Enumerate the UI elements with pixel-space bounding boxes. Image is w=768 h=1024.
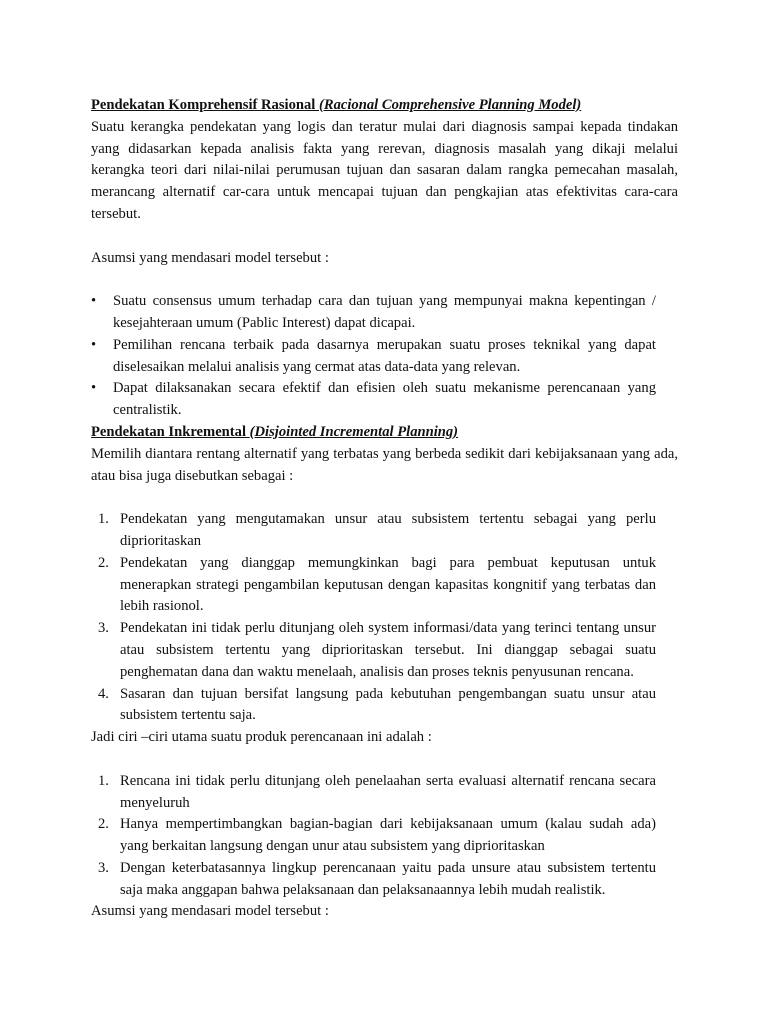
- paragraph-rasional: Suatu kerangka pendekatan yang logis dan teratur mulai dari diagnosis sampai kepada tindakan yang didasarkan kepada analisis fakta yang rerevan, diagnosis masalah yang dikaji melalui kerangka teori dari nilai-nilai perumusan tujuan dan sasaran dalam rangka pemecahan masalah, merancang alternatif car-cara untuk mencapai tujuan dan pengkajian atas efektivitas cara-cara tersebut.: [91, 118, 678, 222]
- bullet-item: • Dapat dilaksanakan secara efektif dan efisien oleh suatu mekanisme perencanaan yang centralistik.: [91, 380, 656, 419]
- heading-main: Pendekatan Komprehensif Rasional: [91, 97, 319, 113]
- bullet-item: • Pemilihan rencana terbaik pada dasarnya merupakan suatu proses teknikal yang dapat diselesaikan melalui analisis yang cermat atas data-data yang relevan.: [91, 336, 656, 375]
- list-item: 4. Sasaran dan tujuan bersifat langsung pada kebutuhan pengembangan suatu unsur atau subsistem tertentu saja.: [98, 685, 656, 724]
- bullet-icon: •: [91, 336, 97, 353]
- assumption-label: Asumsi yang mendasari model tersebut :: [91, 903, 329, 920]
- numbered-list-ciri: [91, 771, 678, 902]
- list-item: 1. Rencana ini tidak perlu ditunjang oleh penelaahan serta evaluasi alternatif rencana secara menyeluruh: [98, 772, 656, 811]
- heading-main: Pendekatan Inkremental: [91, 423, 250, 440]
- list-item: 3. Pendekatan ini tidak perlu ditunjang oleh system informasi/data yang terinci tentang unsur atau subsistem tertentu yang diprioritaskan tersebut. Ini dianggap sebagai suatu penghematan dana dan waktu menelaah, analisis dan proses teknis penyusunan rencana.: [98, 620, 656, 680]
- bullet-icon: •: [91, 380, 97, 397]
- document-page: [91, 95, 678, 923]
- list-item: 3. Dengan keterbatasannya lingkup perencanaan yaitu pada unsure atau subsistem tertentu saja maka anggapan bahwa pelaksanaan dan pelaksanaannya lebih mudah realistik.: [98, 859, 656, 898]
- list-item: 2. Pendekatan yang dianggap memungkinkan bagi para pembuat keputusan untuk menerapkan strategi pengambilan keputusan dengan kapasitas kongnitif yang terbatas dan lebih rasionol.: [98, 554, 656, 615]
- paragraph-inkremental: Memilih diantara rentang alternatif yang terbatas yang berbeda sedikit dari kebijaksanaan yang ada, atau bisa juga disebutkan sebagai :: [91, 445, 678, 484]
- section-heading-rasional: [91, 95, 678, 117]
- numbered-list-approach: [91, 509, 678, 727]
- heading-subtitle: (Racional Comprehensive Planning Model): [319, 97, 582, 113]
- list-item: 2. Hanya mempertimbangkan bagian-bagian dari kebijaksanaan umum (kalau sudah ada) yang berkaitan langsung dengan unur atau subsistem yang diprioritaskan: [98, 816, 656, 855]
- bullet-item: • Suatu consensus umum terhadap cara dan tujuan yang mempunyai makna kepentingan / kesejahteraan umum (Pablic Interest) dapat dicapai.: [91, 293, 656, 331]
- bullet-icon: •: [91, 293, 97, 310]
- ciri-label: Jadi ciri –ciri utama suatu produk perencanaan ini adalah :: [91, 729, 432, 746]
- list-item: 1. Pendekatan yang mengutamakan unsur atau subsistem tertentu sebagai yang perlu diprioritaskan: [98, 511, 656, 549]
- assumption-label: Asumsi yang mendasari model tersebut :: [91, 249, 329, 266]
- heading-subtitle: (Disjointed Incremental Planning): [249, 423, 459, 440]
- section-heading-inkremental: [91, 422, 678, 444]
- bullet-list: [91, 291, 678, 422]
